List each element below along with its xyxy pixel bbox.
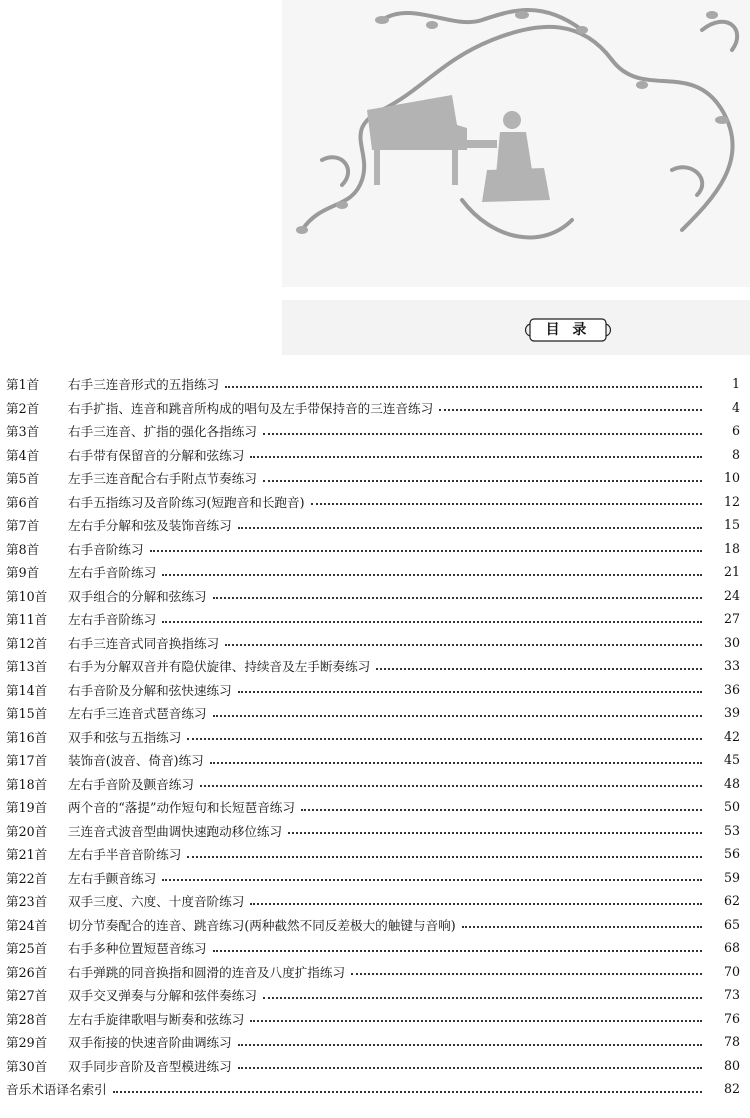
page-number: 48 xyxy=(723,775,740,791)
piece-title: 双手三度、六度、十度音阶练习 xyxy=(68,894,245,910)
piece-title: 双手交叉弹奏与分解和弦伴奏练习 xyxy=(68,988,257,1004)
page-number: 6 xyxy=(731,423,740,439)
toc-entry[interactable] xyxy=(0,396,750,420)
piece-title: 左右手三连音式琶音练习 xyxy=(68,706,207,722)
dot-leader xyxy=(351,973,702,975)
piece-title: 双手组合的分解和弦练习 xyxy=(68,588,207,604)
page-number: 62 xyxy=(723,893,740,909)
toc-entry[interactable] xyxy=(0,1030,750,1054)
dot-leader xyxy=(238,527,702,529)
dot-leader xyxy=(263,433,702,435)
piece-title: 左右手音阶及颤音练习 xyxy=(68,776,194,792)
piece-number: 第10首 xyxy=(6,588,48,604)
dot-leader xyxy=(200,785,702,787)
toc-entry[interactable] xyxy=(0,725,750,749)
piece-number: 第11首 xyxy=(6,612,48,628)
toc-entry[interactable] xyxy=(0,443,750,467)
piece-title: 右手音阶练习 xyxy=(68,541,144,557)
dot-leader xyxy=(250,903,702,905)
piece-number: 第14首 xyxy=(6,682,48,698)
piece-title: 左手三连音配合右手附点节奏练习 xyxy=(68,471,257,487)
dot-leader xyxy=(238,1067,702,1069)
toc-entry[interactable] xyxy=(0,913,750,937)
dot-leader xyxy=(225,386,702,388)
toc-entry[interactable] xyxy=(0,560,750,584)
piece-title: 装饰音(波音、倚音)练习 xyxy=(68,753,204,769)
dot-leader xyxy=(301,809,702,811)
dot-leader xyxy=(263,480,702,482)
piece-title: 左右手颤音练习 xyxy=(68,870,157,886)
page-number: 82 xyxy=(723,1081,740,1097)
piece-title: 右手为分解双音并有隐伏旋律、持续音及左手断奏练习 xyxy=(68,659,371,675)
toc-entry[interactable] xyxy=(0,889,750,913)
piece-number: 第28首 xyxy=(6,1011,48,1027)
page-number: 65 xyxy=(723,916,740,932)
toc-entry[interactable] xyxy=(0,513,750,537)
page-number: 70 xyxy=(723,963,740,979)
piece-number: 第18首 xyxy=(6,776,48,792)
dot-leader xyxy=(225,644,702,646)
page-number: 10 xyxy=(723,470,740,486)
dot-leader xyxy=(187,856,702,858)
page-number: 12 xyxy=(723,493,740,509)
page-number: 30 xyxy=(723,634,740,650)
page-number: 78 xyxy=(723,1034,740,1050)
piece-number: 第25首 xyxy=(6,941,48,957)
page-number: 1 xyxy=(731,376,740,392)
toc-entry[interactable] xyxy=(0,372,750,396)
piece-title: 双手衔接的快速音阶曲调练习 xyxy=(68,1035,232,1051)
piece-number: 第23首 xyxy=(6,894,48,910)
table-of-contents xyxy=(0,372,750,1101)
toc-entry[interactable] xyxy=(0,983,750,1007)
toc-entry[interactable] xyxy=(0,419,750,443)
dot-leader xyxy=(113,1091,702,1093)
piece-title: 三连音式波音型曲调快速跑动移位练习 xyxy=(68,823,283,839)
piece-number: 第9首 xyxy=(6,565,40,581)
piece-title: 左右手半音音阶练习 xyxy=(68,847,182,863)
dot-leader xyxy=(162,621,702,623)
dot-leader xyxy=(250,1020,702,1022)
piece-number: 第20首 xyxy=(6,823,48,839)
page-number: 21 xyxy=(723,564,740,580)
toc-entry[interactable] xyxy=(0,748,750,772)
piece-number: 第1首 xyxy=(6,377,40,393)
title-band xyxy=(282,300,750,355)
page-number: 45 xyxy=(723,752,740,768)
dot-leader xyxy=(210,762,702,764)
piece-number: 第27首 xyxy=(6,988,48,1004)
toc-entry[interactable] xyxy=(0,631,750,655)
page-number: 18 xyxy=(723,540,740,556)
toc-entry[interactable] xyxy=(0,1007,750,1031)
piece-title: 切分节奏配合的连音、跳音练习(两种截然不同反差极大的触键与音响) xyxy=(68,917,456,933)
toc-entry[interactable] xyxy=(0,936,750,960)
page-number: 27 xyxy=(723,611,740,627)
toc-entry[interactable] xyxy=(0,842,750,866)
piece-title: 右手三连音、扩指的强化各指练习 xyxy=(68,424,257,440)
toc-entry[interactable] xyxy=(0,607,750,631)
piece-title: 双手和弦与五指练习 xyxy=(68,729,182,745)
piece-title: 双手同步音阶及音型模进练习 xyxy=(68,1058,232,1074)
piece-number: 第26首 xyxy=(6,964,48,980)
piece-number: 第16首 xyxy=(6,729,48,745)
page-number: 8 xyxy=(731,446,740,462)
piece-number: 第6首 xyxy=(6,494,40,510)
piece-number: 第3首 xyxy=(6,424,40,440)
page-number: 36 xyxy=(723,681,740,697)
piece-title: 左右手旋律歌唱与断奏和弦练习 xyxy=(68,1011,245,1027)
piano-vine-illustration xyxy=(282,0,750,287)
dot-leader xyxy=(187,738,702,740)
toc-title-plaque xyxy=(522,316,614,344)
index-title: 音乐术语译名索引 xyxy=(6,1082,107,1098)
piece-title: 右手三连音形式的五指练习 xyxy=(68,377,220,393)
page-number: 68 xyxy=(723,940,740,956)
piece-number: 第17首 xyxy=(6,753,48,769)
toc-entry[interactable] xyxy=(0,819,750,843)
toc-entry[interactable] xyxy=(0,866,750,890)
dot-leader xyxy=(238,1044,702,1046)
dot-leader xyxy=(311,503,702,505)
piece-number: 第29首 xyxy=(6,1035,48,1051)
dot-leader xyxy=(238,691,702,693)
dot-leader xyxy=(439,409,702,411)
dot-leader xyxy=(462,926,702,928)
piece-number: 第12首 xyxy=(6,635,48,651)
dot-leader xyxy=(376,668,702,670)
toc-entry[interactable] xyxy=(0,795,750,819)
toc-entry[interactable] xyxy=(0,654,750,678)
piece-number: 第4首 xyxy=(6,447,40,463)
piece-number: 第8首 xyxy=(6,541,40,557)
dot-leader xyxy=(213,597,702,599)
piece-title: 右手音阶及分解和弦快速练习 xyxy=(68,682,232,698)
toc-entry[interactable] xyxy=(0,960,750,984)
toc-entry[interactable] xyxy=(0,772,750,796)
page-number: 50 xyxy=(723,799,740,815)
piece-number: 第2首 xyxy=(6,400,40,416)
toc-entry[interactable] xyxy=(0,537,750,561)
page-number: 59 xyxy=(723,869,740,885)
page-number: 39 xyxy=(723,705,740,721)
piece-number: 第19首 xyxy=(6,800,48,816)
piece-title: 左右手音阶练习 xyxy=(68,612,157,628)
dot-leader xyxy=(263,997,702,999)
piece-number: 第24首 xyxy=(6,917,48,933)
toc-entry[interactable] xyxy=(0,678,750,702)
toc-entry[interactable] xyxy=(0,1054,750,1078)
page-number: 80 xyxy=(723,1057,740,1073)
piece-title: 左右手分解和弦及装饰音练习 xyxy=(68,518,232,534)
toc-entry-index[interactable] xyxy=(0,1077,750,1101)
piece-title: 右手扩指、连音和跳音所构成的唱句及左手带保持音的三连音练习 xyxy=(68,400,434,416)
header-illustration xyxy=(282,0,750,287)
piece-number: 第30首 xyxy=(6,1058,48,1074)
piece-title: 两个音的“落提”动作短句和长短琶音练习 xyxy=(68,800,295,816)
piece-title: 右手五指练习及音阶练习(短跑音和长跑音) xyxy=(68,494,305,510)
page-number: 56 xyxy=(723,846,740,862)
page-number: 42 xyxy=(723,728,740,744)
piece-title: 左右手音阶练习 xyxy=(68,565,157,581)
piece-number: 第7首 xyxy=(6,518,40,534)
toc-entry[interactable] xyxy=(0,466,750,490)
piece-number: 第15首 xyxy=(6,706,48,722)
dot-leader xyxy=(213,950,702,952)
toc-entry[interactable] xyxy=(0,584,750,608)
toc-entry[interactable] xyxy=(0,701,750,725)
piece-number: 第22首 xyxy=(6,870,48,886)
piece-number: 第21首 xyxy=(6,847,48,863)
dot-leader xyxy=(162,574,702,576)
dot-leader xyxy=(150,550,702,552)
page-number: 24 xyxy=(723,587,740,603)
dot-leader xyxy=(213,715,702,717)
piece-title: 右手三连音式同音换指练习 xyxy=(68,635,220,651)
page-number: 15 xyxy=(723,517,740,533)
dot-leader xyxy=(250,456,702,458)
toc-entry[interactable] xyxy=(0,490,750,514)
page-number: 4 xyxy=(731,399,740,415)
page-title: 目 录 xyxy=(545,322,591,338)
piece-number: 第5首 xyxy=(6,471,40,487)
page-number: 33 xyxy=(723,658,740,674)
page-number: 73 xyxy=(723,987,740,1003)
dot-leader xyxy=(288,832,702,834)
piece-title: 右手带有保留音的分解和弦练习 xyxy=(68,447,245,463)
page-number: 76 xyxy=(723,1010,740,1026)
piece-title: 右手多种位置短琶音练习 xyxy=(68,941,207,957)
piece-title: 右手弹跳的同音换指和圆滑的连音及八度扩指练习 xyxy=(68,964,346,980)
dot-leader xyxy=(162,879,702,881)
page-number: 53 xyxy=(723,822,740,838)
piece-number: 第13首 xyxy=(6,659,48,675)
